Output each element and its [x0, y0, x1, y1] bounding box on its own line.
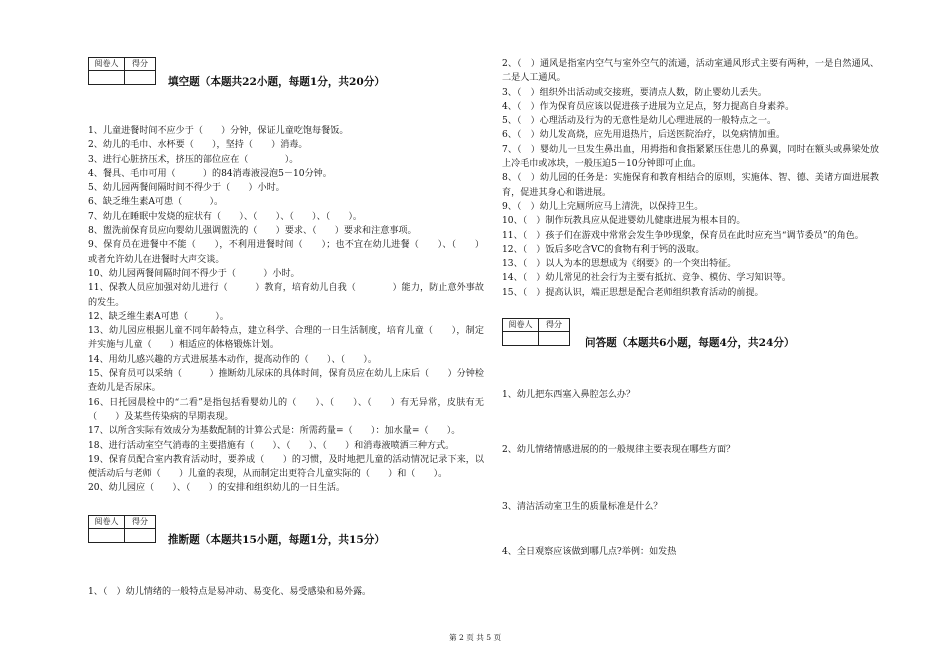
- fill-blank-question-list: [88, 124, 484, 496]
- qa-section-title: 问答题（本题共6小题，每题4分，共24分）: [585, 337, 795, 350]
- fill-blank-question: 18、进行活动室空气消毒的主要措施有（ ）、（ ）、（ ）和消毒液喷洒三种方式。: [88, 440, 455, 451]
- judgment-question: 10、（ ）制作玩教具应从促进婴幼儿健康进展为根本目的。: [502, 216, 746, 227]
- judgment-question-list-right: [502, 57, 879, 300]
- fill-blank-question: 12、缺乏维生素A可患（ ）。: [88, 311, 229, 322]
- judgment-question: 15、（ ）提高认识，端正思想是配合老师组织教育活动的前提。: [502, 287, 764, 298]
- judgment-question: 4、（ ）作为保育员应该以促进孩子进展为立足点，努力提高自身素养。: [502, 101, 795, 112]
- judgment-section-title: 推断题（本题共15小题，每题1分，共15分）: [168, 533, 385, 546]
- fill-blank-question: 5、幼儿园两餐间隔时间不得少于（ ）小时。: [88, 183, 285, 194]
- reviewer-label: 阅卷人: [89, 515, 125, 528]
- qa-section-header: [502, 318, 879, 350]
- qa-question-list: [502, 388, 879, 559]
- score-box: [502, 318, 570, 346]
- fill-blank-question: 9、保育员在进餐中不能（ ），不利用进餐时间（ ）；也不宜在幼儿进餐（ ）、（ ）或者允许幼儿在进餐时大声交谈。: [88, 240, 484, 265]
- qa-question: 4、全日观察应该做到哪几点?举例：如发热: [502, 547, 677, 557]
- qa-question: 2、幼儿情绪情感进展的的一般规律主要表现在哪些方面？: [502, 445, 736, 456]
- score-cell: [125, 528, 156, 542]
- judgment-section-header: [88, 515, 484, 546]
- score-label: 得分: [539, 319, 570, 332]
- reviewer-cell: [503, 332, 539, 346]
- judgment-question-list-left: [88, 585, 484, 599]
- fill-blank-question: 4、餐具、毛巾可用（ ）的84消毒液浸泡5－10分钟。: [88, 168, 332, 179]
- judgment-question: 8、（ ）幼儿园的任务是：实施保育和教育相结合的原则，实施体、智、德、美诸方面进展教育，促进其身心和谐进展。: [502, 173, 879, 198]
- fill-blank-question: 14、用幼儿感兴趣的方式进展基本动作，提高动作的（ ）、（ ）。: [88, 354, 377, 365]
- score-label: 得分: [125, 515, 156, 528]
- qa-question: 3、清洁活动室卫生的质量标准是什么？: [502, 502, 663, 513]
- fill-blank-question: 3、进行心脏挤压术，挤压的部位应在（ ）。: [88, 154, 299, 165]
- reviewer-cell: [89, 71, 125, 85]
- score-cell: [539, 332, 570, 346]
- fill-blank-question: 11、保教人员应加强对幼儿进行（ ）教育，培育幼儿自我（ ）能力，防止意外事故的发生。: [88, 283, 484, 308]
- fill-blank-question: 15、保育员可以采纳（ ）推断幼儿尿床的具体时间，保育员应在幼儿上床后（ ）分钟检查幼儿是否尿床。: [88, 369, 484, 394]
- judgment-question: 1、（ ）幼儿情绪的一般特点是易冲动、易变化、易受感染和易外露。: [88, 586, 372, 597]
- judgment-question: 7、（ ）婴幼儿一旦发生鼻出血，用拇指和食指紧紧压住患儿的鼻翼，同时在额头或鼻梁处放上冷毛巾或冰块，一般压迫5－10分钟即可止血。: [502, 144, 879, 170]
- fill-blank-section-header: [88, 57, 484, 88]
- reviewer-label: 阅卷人: [503, 319, 539, 332]
- qa-question: 1、幼儿把东西塞入鼻腔怎么办？: [502, 390, 636, 401]
- fill-blank-question: 19、保育员配合室内教育活动时，要养成（ ）的习惯，及时地把儿童的活动情况记录下来，以便活动后与老师（ ）儿童的表现，从而制定出更符合儿童实际的（ ）和（ ）。: [88, 454, 484, 480]
- judgment-question: 6、（ ）幼儿发高烧，应先用退热片，后送医院治疗，以免病情加重。: [502, 130, 786, 141]
- judgment-question: 11、（ ）孩子们在游戏中常常会发生争吵现象，保育员在此时应充当“调节委员”的角色。: [502, 230, 864, 241]
- judgment-question: 3、（ ）组织外出活动或交接班，要清点人数，防止婴幼儿丢失。: [502, 87, 767, 98]
- score-cell: [125, 71, 156, 85]
- fill-blank-question: 13、幼儿园应根据儿童不同年龄特点，建立科学、合理的一日生活制度，培育儿童（ ），制定并实施与儿童（ ）相适应的体格锻炼计划。: [88, 326, 484, 351]
- judgment-question: 14、（ ）幼儿常见的社会行为主要有抵抗、竞争、模仿、学习知识等。: [502, 273, 791, 284]
- score-box: [88, 515, 156, 543]
- judgment-question: 12、（ ）饭后多吃含VC的食物有利于钙的汲取。: [502, 244, 705, 255]
- fill-blank-section-title: 填空题（本题共22小题，每题1分，共20分）: [168, 76, 385, 88]
- fill-blank-question: 2、幼儿的毛巾、水杯要（ ），坚持（ ）消毒。: [88, 140, 308, 151]
- reviewer-label: 阅卷人: [89, 58, 125, 71]
- judgment-question: 5、（ ）心理活动及行为的无意性是幼儿心理进展的一般特点之一。: [502, 116, 777, 127]
- judgment-question: 13、（ ）以人为本的思想成为《纲要》的一个突出特征。: [502, 259, 737, 270]
- fill-blank-question: 17、以所含实际有效成分为基数配制的计算公式是：所需药量=（ ）：加水量=（ ）。: [88, 426, 461, 437]
- left-column: [88, 57, 484, 599]
- judgment-question: 9、（ ）幼儿上完厕所应马上清洗，以保持卫生。: [502, 201, 704, 212]
- fill-blank-question: 8、盥洗前保育员应向婴幼儿强调盥洗的（ ）要求、（ ）要求和注意事项。: [88, 226, 417, 237]
- score-label: 得分: [125, 58, 156, 71]
- fill-blank-question: 10、幼儿园两餐间隔时间不得少于（ ）小时。: [88, 268, 300, 279]
- fill-blank-question: 16、日托园晨检中的“二看”是指包括看婴幼儿的（ ）、（ ）、（ ）有无异常，皮肤有无（ ）及某些传染病的早期表现。: [88, 397, 484, 422]
- score-box: [88, 57, 156, 85]
- page-footer: 第 2 页 共 5 页: [448, 633, 502, 642]
- reviewer-cell: [89, 528, 125, 542]
- fill-blank-question: 20、幼儿园应（ ）、（ ）的安排和组织幼儿的一日生活。: [88, 483, 346, 494]
- fill-blank-question: 6、缺乏维生素A可患（ ）。: [88, 197, 224, 208]
- right-column: [502, 57, 879, 559]
- fill-blank-question: 1、儿童进餐时间不应少于（ ）分钟，保证儿童吃饱每餐饭。: [88, 126, 349, 136]
- judgment-question: 2、（ ）通风是指室内空气与室外空气的流通，活动室通风形式主要有两种，一是自然通风、二是人工通风。: [502, 59, 879, 84]
- fill-blank-question: 7、幼儿在睡眠中发烧的症状有（ ）、（ ）、（ ）、（ ）。: [88, 211, 363, 222]
